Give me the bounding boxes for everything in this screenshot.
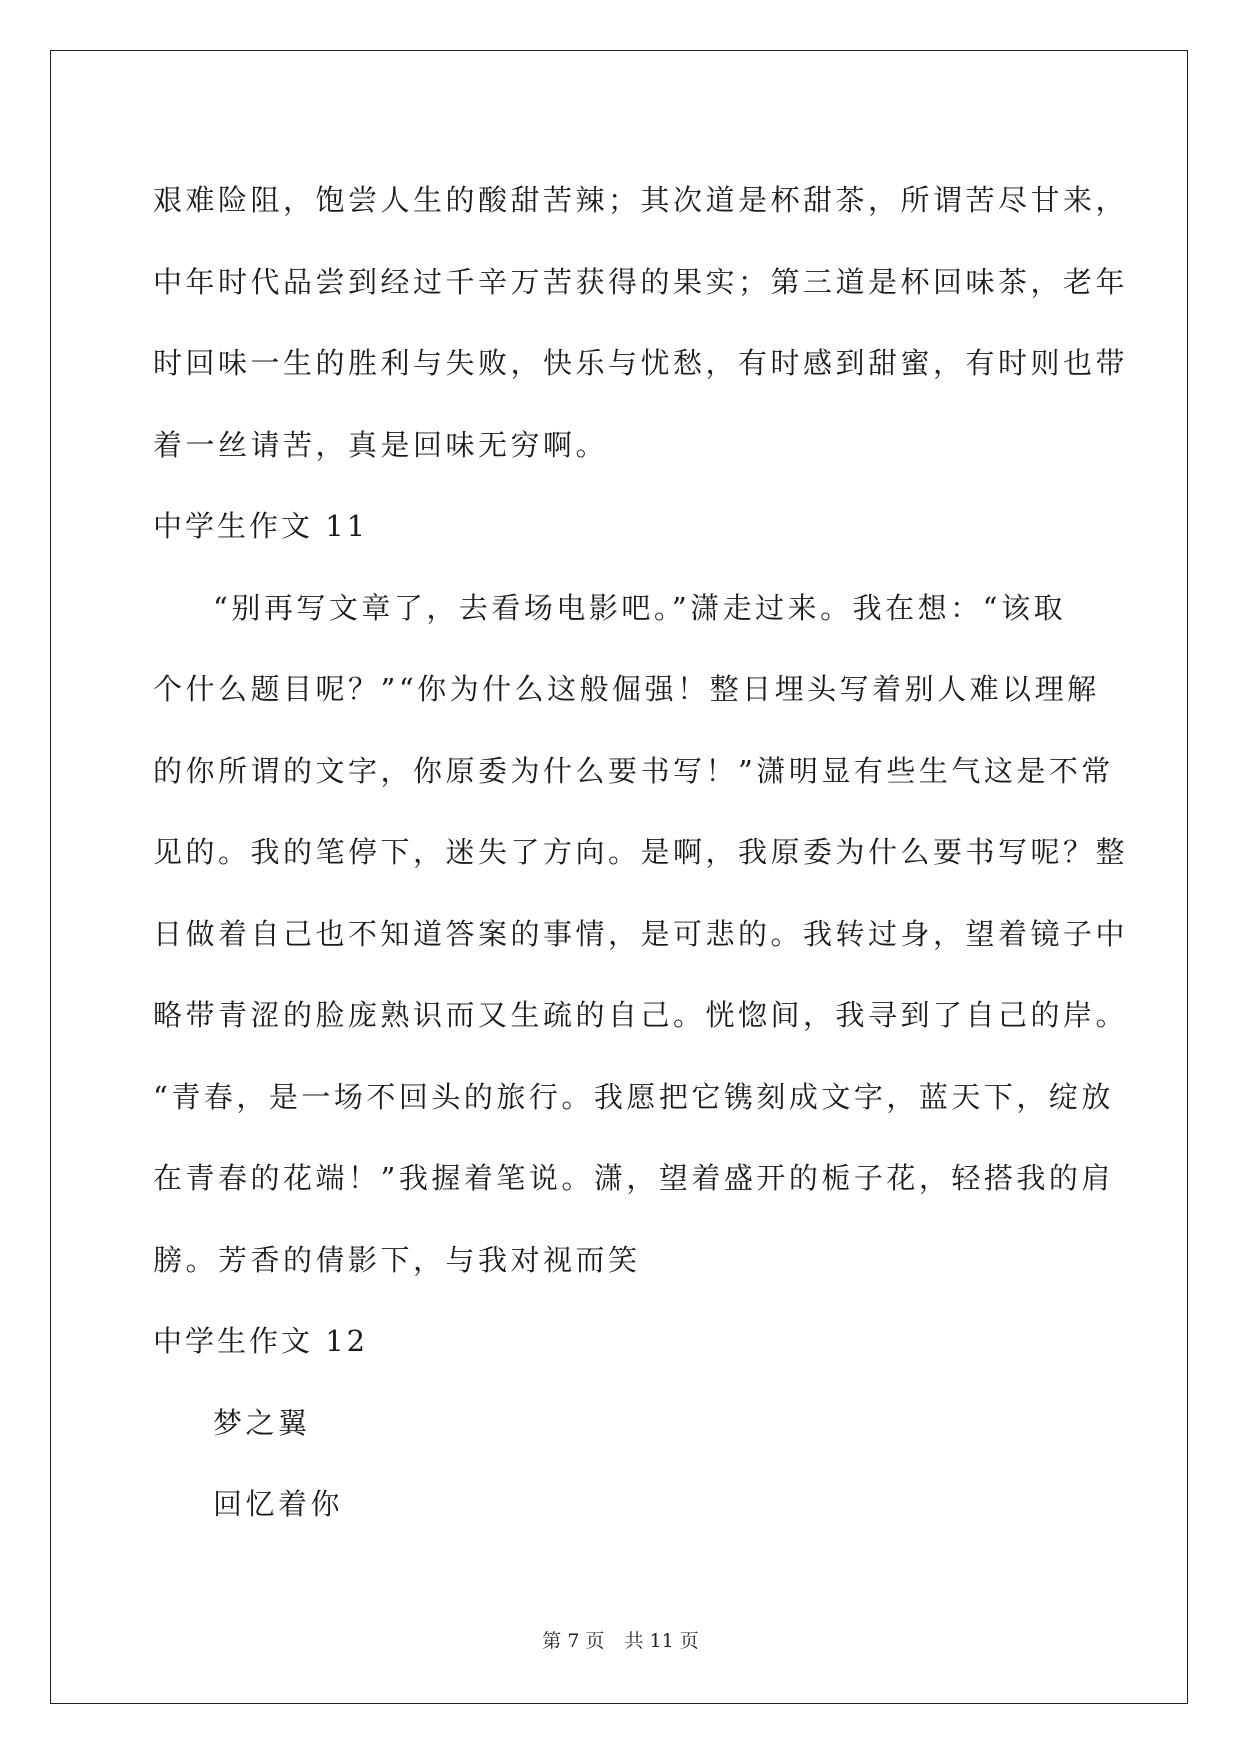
paragraph-line: 膀。芳香的倩影下，与我对视而笑 bbox=[153, 1242, 641, 1277]
paragraph-line: 在青春的花端！”我握着笔说。潇，望着盛开的栀子花，轻搭我的肩 bbox=[153, 1161, 1114, 1195]
paragraph-line: 个什么题目呢？”“你为什么这般倔强！整日埋头写着别人难以理解 bbox=[153, 672, 1100, 706]
page-number: 第 7 页 bbox=[542, 1630, 605, 1652]
paragraph-line: 时回味一生的胜利与失败，快乐与忧愁，有时感到甜蜜，有时则也带 bbox=[153, 346, 1129, 380]
section-heading: 中学生作文 11 bbox=[153, 509, 369, 543]
page-footer bbox=[0, 1626, 1241, 1653]
paragraph-line: 略带青涩的脸庞熟识而又生疏的自己。恍惚间，我寻到了自己的岸。 bbox=[153, 998, 1129, 1032]
poem-title: 梦之翼 bbox=[213, 1405, 311, 1440]
section-heading: 中学生作文 12 bbox=[153, 1324, 369, 1358]
paragraph-line: 着一丝请苦，真是回味无穷啊。 bbox=[153, 427, 609, 462]
paragraph-line: “青春，是一场不回头的旅行。我愿把它镌刻成文字，蓝天下，绽放 bbox=[153, 1079, 1114, 1114]
paragraph-line: 艰难险阻，饱尝人生的酸甜苦辣；其次道是杯甜茶，所谓苦尽甘来， bbox=[153, 183, 1129, 217]
document-body bbox=[153, 160, 1129, 1546]
paragraph-line: 的你所谓的文字，你原委为什么要书写！”潇明显有些生气这是不常 bbox=[153, 753, 1114, 788]
paragraph-line: 见的。我的笔停下，迷失了方向。是啊，我原委为什么要书写呢？整 bbox=[153, 835, 1129, 869]
paragraph-line: 中年时代品尝到经过千辛万苦获得的果实；第三道是杯回味茶，老年 bbox=[153, 264, 1129, 299]
poem-line: 回忆着你 bbox=[213, 1487, 344, 1521]
paragraph-line: 日做着自己也不知道答案的事情，是可悲的。我转过身，望着镜子中 bbox=[153, 916, 1129, 951]
page-total: 共 11 页 bbox=[624, 1630, 699, 1652]
paragraph-line: “别再写文章了，去看场电影吧。”潇走过来。我在想：“该取 bbox=[213, 590, 1066, 625]
